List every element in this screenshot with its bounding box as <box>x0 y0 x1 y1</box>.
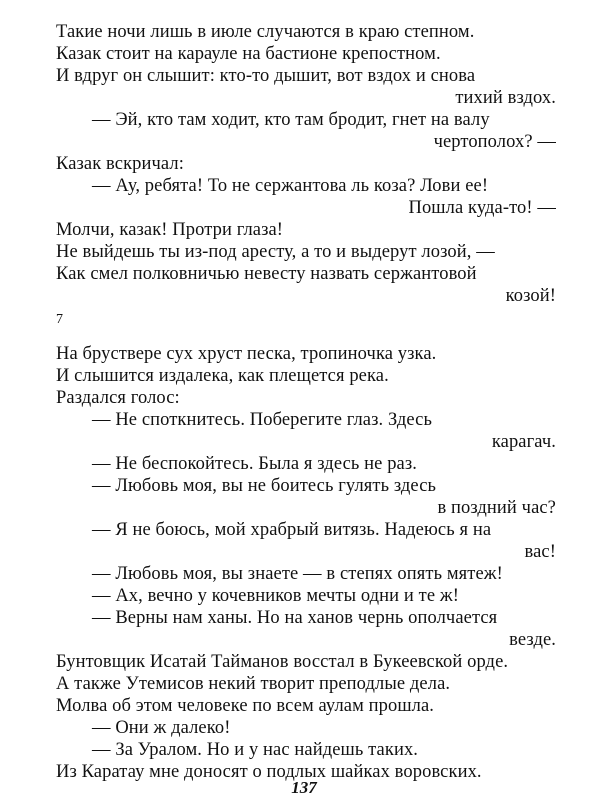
text-line: Бунтовщик Исатай Тайманов восстал в Букеевской орде. <box>56 652 509 672</box>
text-line: А также Утемисов некий творит преподлые дела. <box>56 674 451 694</box>
text-line: Молчи, казак! Протри глаза! <box>56 220 284 240</box>
text-line: — Они ж далеко! <box>92 718 231 738</box>
text-line: — Я не боюсь, мой храбрый витязь. Надеюсь я на <box>92 520 492 540</box>
text-line-continuation: чертополох? — <box>433 132 556 152</box>
text-line: — Ау, ребята! То не сержантова ль коза? Лови ее! <box>92 176 489 196</box>
page-number: 137 <box>291 778 317 797</box>
text-line-continuation: вас! <box>524 542 556 562</box>
text-line: — Любовь моя, вы не боитесь гулять здесь <box>92 476 437 496</box>
text-line: На бруствере сух хруст песка, тропиночка узка. <box>56 344 437 364</box>
text-line-continuation: везде. <box>509 630 556 650</box>
text-line: — Не споткнитесь. Поберегите глаз. Здесь <box>92 410 433 430</box>
text-line: Раздался голос: <box>56 388 180 408</box>
text-line-continuation: козой! <box>505 286 556 306</box>
text-line: — За Уралом. Но и у нас найдешь таких. <box>92 740 419 760</box>
text-line-continuation: Пошла куда-то! — <box>408 198 556 218</box>
text-line: — Не беспокойтесь. Была я здесь не раз. <box>92 454 417 474</box>
text-line: — Любовь моя, вы знаете — в степях опять мятеж! <box>92 564 503 584</box>
text-line: И вдруг он слышит: кто-то дышит, вот вздох и снова <box>56 66 476 86</box>
text-line: — Верны нам ханы. Но на ханов чернь ополчается <box>92 608 498 628</box>
text-line: Такие ночи лишь в июле случаются в краю степном. <box>56 22 475 42</box>
text-line: — Эй, кто там ходит, кто там бродит, гнет на валу <box>92 110 490 130</box>
text-line: И слышится издалека, как плещется река. <box>56 366 389 386</box>
section-number: 7 <box>56 312 63 327</box>
text-line: Не выйдешь ты из-под аресту, а то и выдерут лозой, — <box>56 242 495 262</box>
text-line: Казак стоит на карауле на бастионе крепостном. <box>56 44 441 64</box>
text-line: Молва об этом человеке по всем аулам прошла. <box>56 696 435 716</box>
text-line-continuation: карагач. <box>491 432 556 452</box>
text-line: — Ах, вечно у кочевников мечты одни и те ж! <box>92 586 459 606</box>
text-line: Из Каратау мне доносят о подлых шайках воровских. <box>56 762 482 782</box>
text-line: Как смел полковничью невесту назвать сержантовой <box>56 264 477 284</box>
text-line-continuation: тихий вздох. <box>455 88 556 108</box>
text-line: Казак вскричал: <box>56 154 184 174</box>
text-line-continuation: в поздний час? <box>437 498 556 518</box>
